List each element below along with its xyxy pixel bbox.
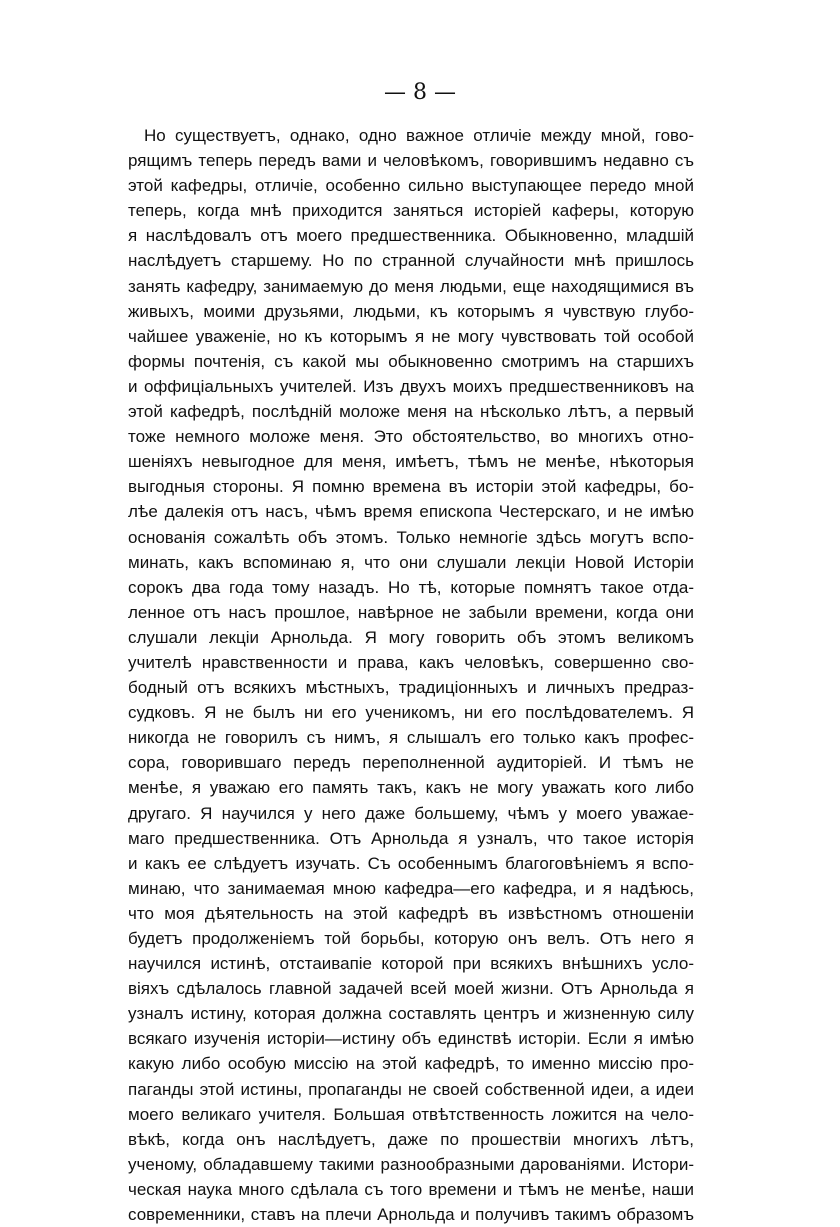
text-line: всякаго изученія исторіи—истину объ единствѣ исторіи. Если я имѣю	[128, 1029, 694, 1049]
text-line: учителѣ нравственности и права, какъ человѣкъ, совершенно сво-	[128, 652, 694, 672]
text-line: и какъ ее слѣдуетъ изучать. Съ особеннымъ благоговѣніемъ я вспо-	[128, 853, 694, 873]
text-line: чайшее уваженіе, но къ которымъ я не могу чувствовать той особой	[128, 326, 694, 346]
text-line: віяхъ сдѣлалось главной задачей всей моей жизни. Отъ Арнольда я	[128, 979, 694, 999]
text-line: ленное отъ насъ прошлое, навѣрное не забыли времени, когда они	[128, 602, 694, 622]
text-line: тоже немного моложе меня. Это обстоятельство, во многихъ отно-	[128, 427, 694, 447]
text-line: я наслѣдовалъ отъ моего предшественника. Обыкновенно, младшій	[128, 226, 694, 246]
text-line: маго предшественника. Отъ Арнольда я узналъ, что такое исторія	[128, 828, 694, 848]
text-line: этой кафедры, отличіе, особенно сильно выступающее передо мной	[128, 176, 694, 196]
body-text	[128, 123, 694, 1227]
text-line: минать, какъ вспоминаю я, что они слушали лекціи Новой Исторіи	[128, 552, 694, 572]
text-line: моего великаго учителя. Большая отвѣтственность ложится на чело-	[128, 1104, 694, 1124]
text-line: узналъ истину, которая должна составлять центръ и жизненную силу	[128, 1004, 694, 1024]
text-line: научился истинѣ, отстаивапіе которой при всякихъ внѣшнихъ усло-	[128, 954, 694, 974]
text-line: какую либо особую миссію на этой кафедрѣ, то именно миссію про-	[128, 1054, 694, 1074]
text-line: паганды этой истины, пропаганды не своей собственной идеи, а идеи	[128, 1079, 694, 1099]
text-line: шеніяхъ невыгодное для меня, имѣетъ, тѣмъ не менѣе, нѣкоторыя	[128, 452, 694, 472]
text-line: менѣе, я уважаю его память такъ, какъ не могу уважать кого либо	[128, 778, 694, 798]
text-line: минаю, что занимаемая мною кафедра—его кафедра, и я надѣюсь,	[128, 878, 694, 898]
text-line: лѣе далекія отъ насъ, чѣмъ время епископа Честерскаго, и не имѣю	[128, 502, 694, 522]
text-line: формы почтенія, съ какой мы обыкновенно смотримъ на старшихъ	[128, 351, 694, 371]
text-line: будетъ продолженіемъ той борьбы, которую онъ велъ. Отъ него я	[128, 929, 694, 948]
text-line: никогда не говорилъ съ нимъ, я слышалъ его только какъ профес-	[128, 728, 694, 748]
text-line: этой кафедрѣ, послѣдній моложе меня на нѣсколько лѣтъ, а первый	[128, 402, 694, 422]
text-line: вѣкѣ, когда онъ наслѣдуетъ, даже по прошествіи многихъ лѣтъ,	[128, 1129, 694, 1149]
text-line: рящимъ теперь передъ вами и человѣкомъ, говорившимъ недавно съ	[128, 151, 694, 171]
page-number: — 8 —	[384, 80, 456, 105]
text-line: и оффиціальныхъ учителей. Изъ двухъ моихъ предшественниковъ на	[128, 376, 694, 396]
text-line: ческая наука много сдѣлала съ того времени и тѣмъ не менѣе, наши	[128, 1179, 694, 1199]
text-line: ученому, обладавшему такими разнообразными дарованіями. Истори-	[128, 1154, 694, 1174]
text-line: теперь, когда мнѣ приходится заняться исторіей каферы, которую	[128, 201, 694, 221]
text-line: судковъ. Я не былъ ни его ученикомъ, ни его послѣдователемъ. Я	[128, 703, 694, 723]
text-line: занять кафедру, занимаемую до меня людьми, еще находящимися въ	[128, 276, 694, 296]
text-line: что моя дѣятельность на этой кафедрѣ въ извѣстномъ отношеніи	[128, 903, 694, 923]
text-line: другаго. Я научился у него даже большему, чѣмъ у моего уважае-	[128, 803, 694, 823]
text-line: выгодныя стороны. Я помню времена въ исторіи этой кафедры, бо-	[128, 477, 694, 497]
text-line: Но существуетъ, однако, одно важное отличіе между мной, гово-	[144, 126, 694, 145]
text-line: наслѣдуетъ старшему. Но по странной случайности мнѣ пришлось	[128, 251, 694, 271]
text-line: основанія сожалѣть объ этомъ. Только немногіе здѣсь могутъ вспо-	[128, 527, 694, 547]
text-line: бодный отъ всякихъ мѣстныхъ, традиціонныхъ и личныхъ предраз-	[128, 678, 694, 698]
text-line: современники, ставъ на плечи Арнольда и получивъ такимъ образомъ	[128, 1205, 694, 1225]
text-line: сора, говорившаго передъ переполненной аудиторіей. И тѣмъ не	[128, 753, 694, 773]
text-line: слушали лекціи Арнольда. Я могу говорить объ этомъ великомъ	[128, 627, 694, 647]
text-line: сорокъ два года тому назадъ. Но тѣ, которые помнятъ такое отда-	[128, 577, 694, 597]
text-line: живыхъ, моими друзьями, людьми, къ которымъ я чувствую глубо-	[128, 301, 694, 321]
